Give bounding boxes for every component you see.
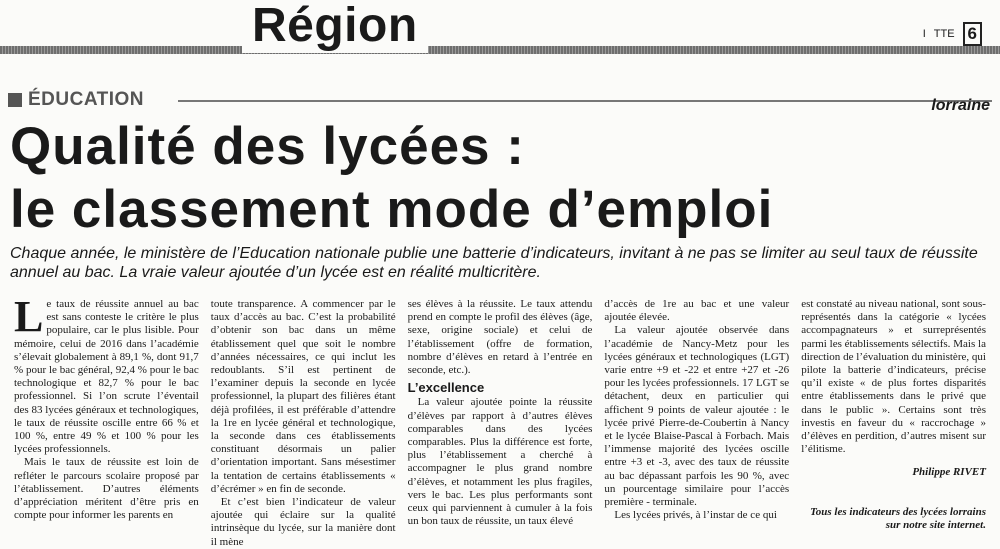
article-body [8,292,992,548]
category-square-icon [8,93,22,107]
column-2 [205,298,402,548]
page-info [919,22,986,46]
masthead [0,0,1000,62]
category-bar [8,89,992,113]
section-title: Région [242,0,428,53]
category-label: ÉDUCATION [28,89,145,110]
column-4 [598,298,795,528]
masthead-rule [0,46,1000,54]
author-byline: Philippe RIVET [912,466,986,479]
paragraph: La valeur ajoutée observée dans l’académie de Nancy-Metz pour les lycées généraux et technologiques (LGT) varie entre +9 et -22 et entre +27 et -26 pour les lycées professionnels. 17 LGT se détachent, deux en particulier qui affichent 9 points de valeur ajoutée : le lycée privé Pierre-de-Coubertin à Nancy et le lycée Blaise-Pascal à Forbach. Mais l’immense majorité des lycées oscille entre +3 et -3, avec des taux de réussite au bac dépassant parfois les 90 %, avec un pourcentage similaire pour l’accès première - terminale. [604,324,790,509]
headline [10,115,990,241]
column-3 [402,298,599,528]
paragraph: est constaté au niveau national, sont sous-représentés dans la catégorie « lycées accompagnateurs » et surreprésentés parmi les établissements sélectifs. Mais la direction de l’évaluation du ministère, qui pilote la batterie d’indicateurs, précise qu’il existe « de plus fortes disparités entre établissements dans le privé que dans le public ». Certains sont très investis en faveur du « raccrochage » d’élèves en perdition, d’autres misent sur l’élitisme. [801,298,986,456]
paragraph: La valeur ajoutée pointe la réussite d’élèves par rapport à d’autres élèves comparables dans des lycées comparables. Plus la différence est forte, plus l’établissement a cherché à accompagner le plus grand nombre d’élèves, et notamment les plus fragiles, vers le bac. Les plus performants sont ceux qui parviennent à cumuler à la fois un bon taux de réussite, un taux élevé [407,396,593,528]
paragraph: ses élèves à la réussite. Le taux attendu prend en compte le profil des élèves (âge, sexe, origine sociale) et celui de l’établissement (offre de formation, nombre d’élèves en retard à l’entrée en seconde, etc.). [407,298,593,377]
standfirst: Chaque année, le ministère de l’Education nationale publie une batterie d’indicateurs, invitant à ne pas se limiter au seul taux de réussite annuel au bac. La vraie valeur ajoutée d’un lycée est en réalité multicritère. [10,245,978,281]
column-5 [795,298,992,531]
page-marker: I [922,28,926,40]
paragraph: Et c’est bien l’indicateur de valeur ajoutée qui éclaire sur la qualité intrinsèque du lycée, sur la manière dont il mène [210,496,396,548]
footnote: Tous les indicateurs des lycées lorrains sur notre site internet. [810,505,986,531]
page-number: 6 [963,22,982,46]
location-label: lorraine [931,97,990,114]
headline-line-2: le classement mode d’emploi [10,180,774,239]
headline-line-1: Qualité des lycées : [10,117,525,176]
dropcap: L [14,292,44,341]
paragraph: toute transparence. A commencer par le taux d’accès au bac. C’est la probabilité d’obtenir son bac dans un même établissement quel que soit le nombre d’années nécessaires, ce qui inclut les redoublants. S’il est pertinent de l’examiner depuis la seconde en lycée professionnel, la plupart des filières étant déjà profilées, il est préférable d’attendre la 1re en lycée général et technologique, la seconde dans ces établissements constituant désormais un palier d’orientation important. Sans mésestimer la tentation de certains établissements « d’écrémer » en fin de seconde. [210,298,396,495]
paragraph-text: e taux de réussite annuel au bac est sans conteste le critère le plus populaire, car le plus lisible. Pour mémoire, celui de 2016 dans l’académie s’élevait globalement à 89,1 %, dont 91,7 % pour le bac général, 92,4 % pour le bac technologique et 82,7 % pour le bac professionnel. Si l’on scrute l’éventail des 83 lycées généraux et technologiques, le taux de réussite oscille entre 66 % et 100 %, entre 49 % et 100 % pour les lycées professionnels. [14,298,199,456]
edition-code: TTE [933,28,955,40]
paragraph [14,292,199,456]
category-rule [178,100,992,102]
column-1 [8,292,205,528]
paragraph: d’accès de 1re au bac et une valeur ajoutée élevée. [604,298,790,324]
paragraph: Mais le taux de réussite est loin de refléter le parcours scolaire proposé par l’établissement. D’autres éléments d’appréciation méritent d’être pris en compte pour informer les parents en [14,456,199,522]
paragraph: Les lycées privés, à l’instar de ce qui [614,509,777,522]
subheading: L’excellence [407,380,485,396]
